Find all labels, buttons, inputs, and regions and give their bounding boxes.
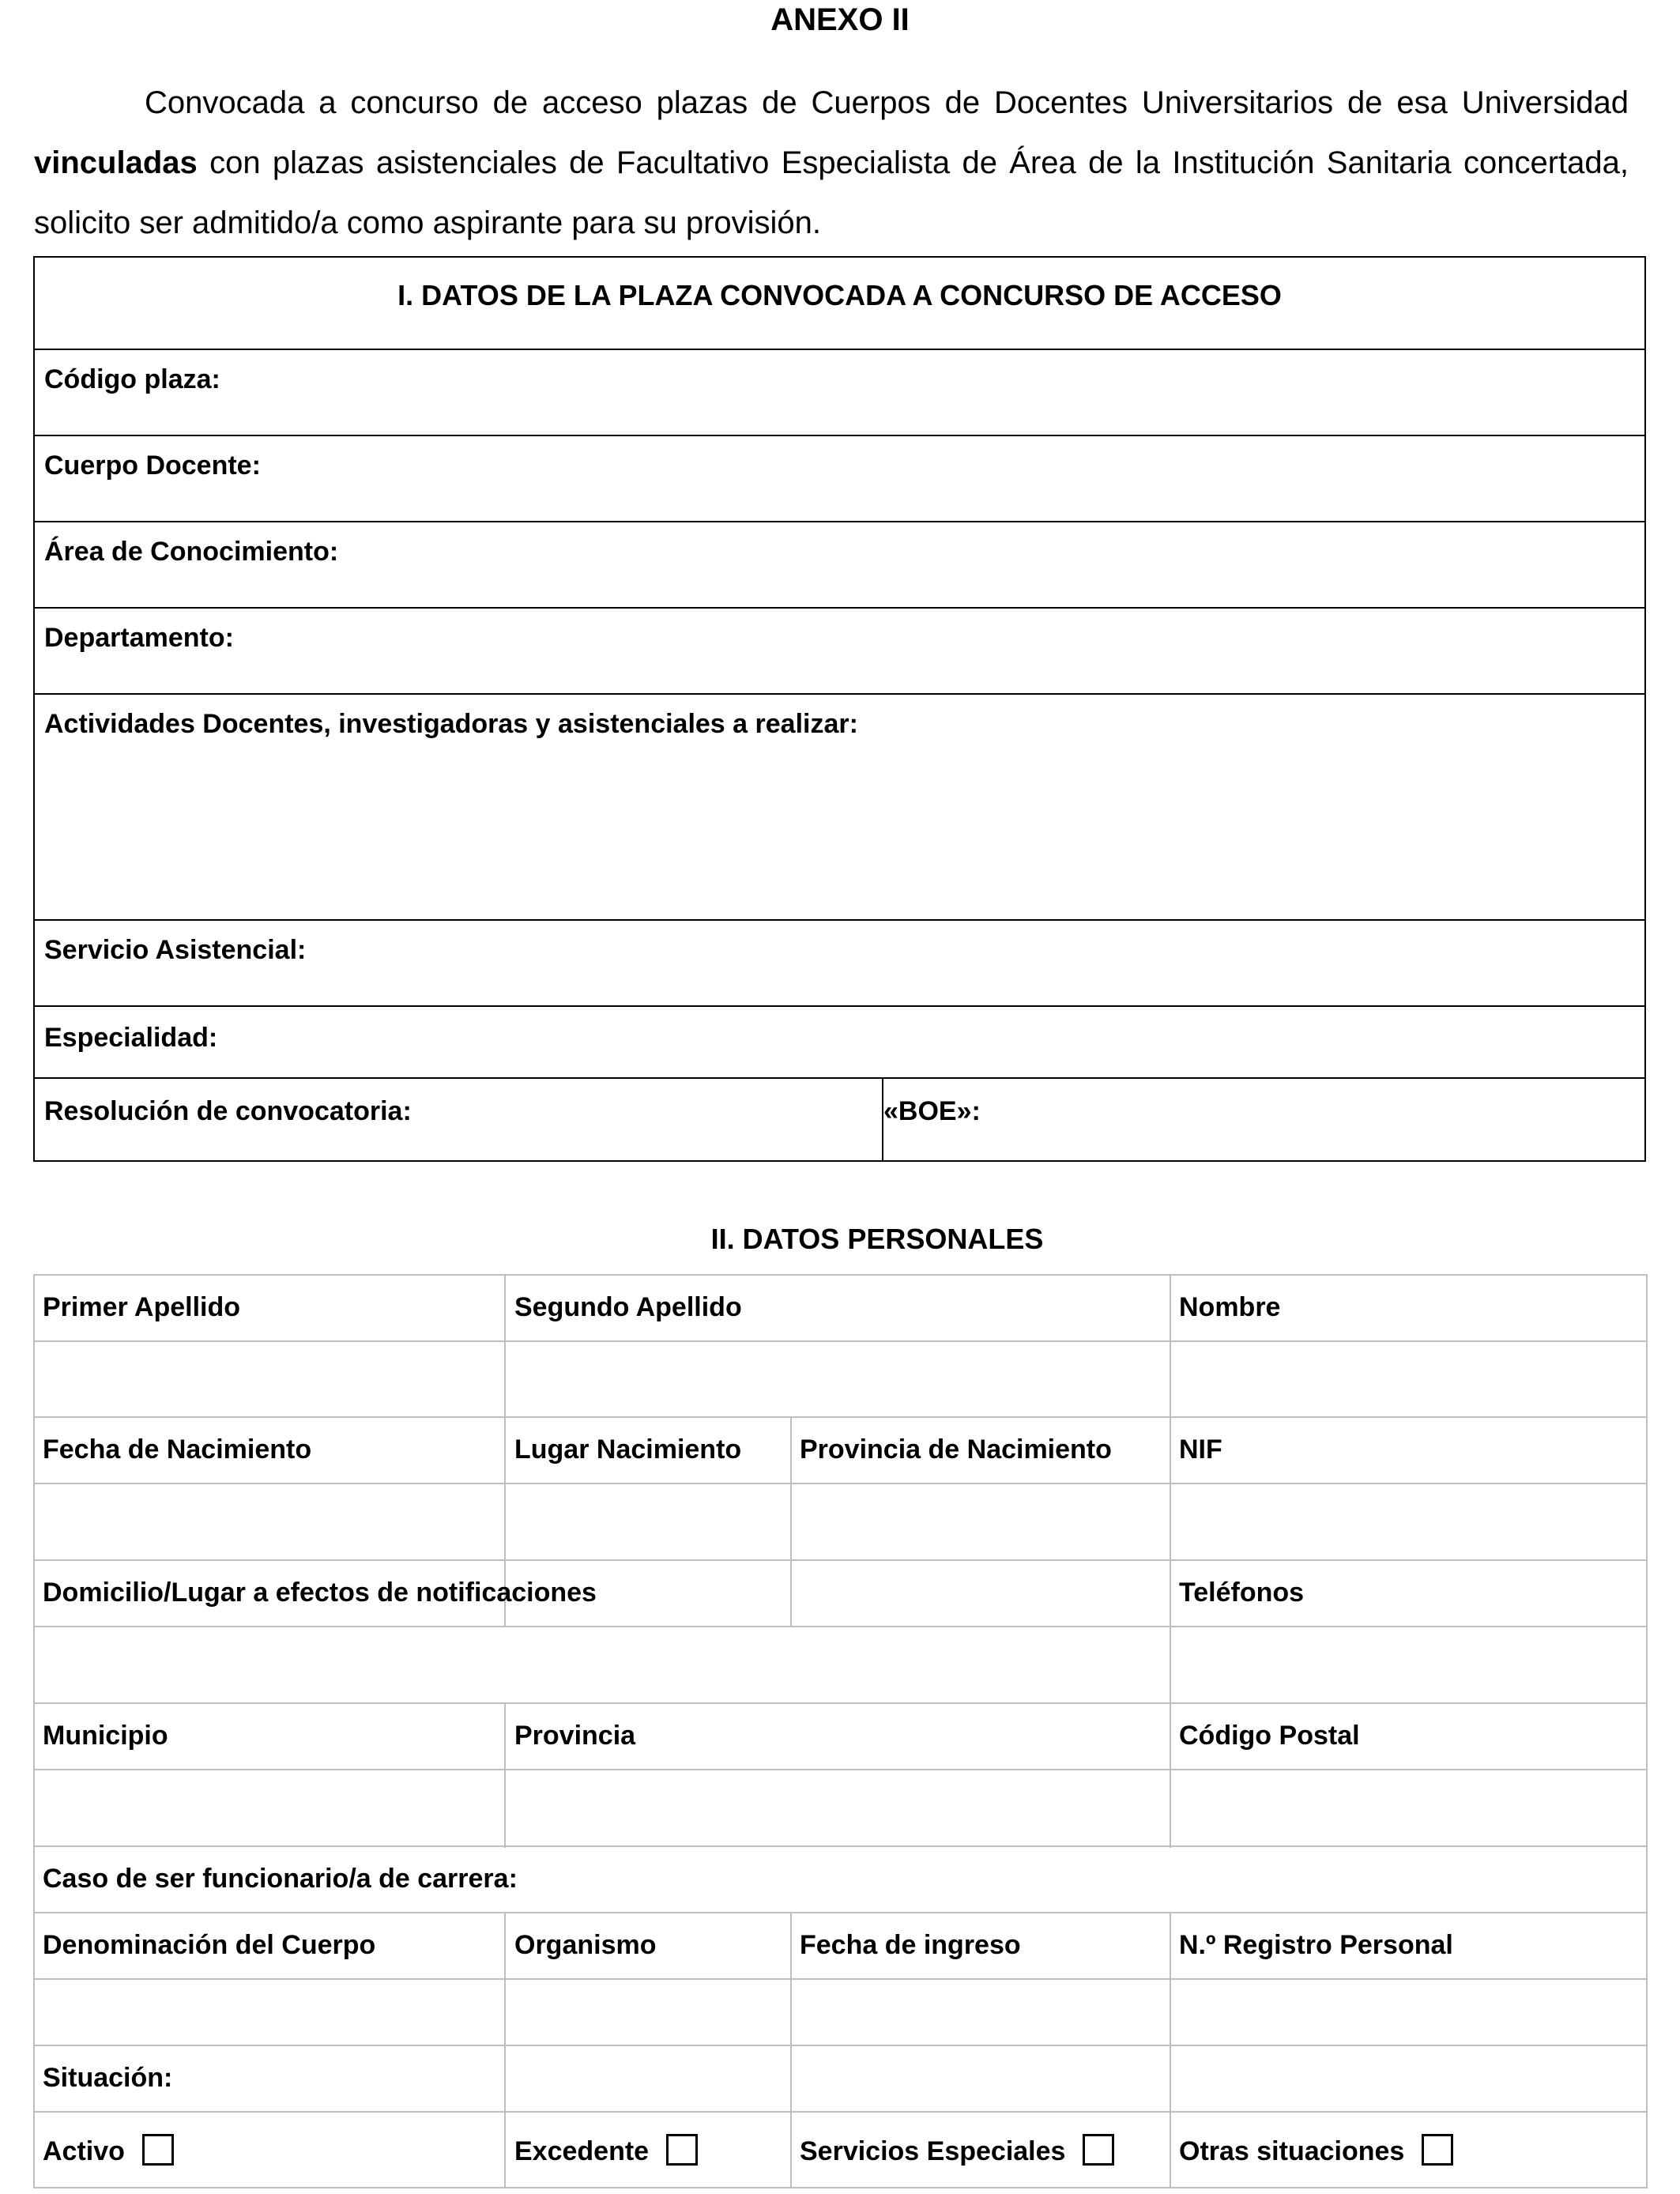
intro-text-part2: con plazas asistenciales de Facultativo Especialista de Área de la Institución Sanitaria concertada, solicito ser admitido/a como aspirante para su provisión. xyxy=(34,145,1629,240)
checkbox-otras-situaciones[interactable] xyxy=(1422,2134,1453,2166)
input-codigo-postal[interactable] xyxy=(1171,1770,1646,1845)
label-lugar-nacimiento: Lugar Nacimiento xyxy=(514,1434,742,1465)
label-resolucion: Resolución de convocatoria: xyxy=(44,1096,412,1126)
option-servicios-especiales xyxy=(800,2136,1114,2169)
annex-title: ANEXO II xyxy=(770,2,910,37)
label-denominacion-cuerpo: Denominación del Cuerpo xyxy=(43,1930,376,1960)
input-provincia-nacimiento[interactable] xyxy=(792,1484,1170,1559)
section2-heading: II. DATOS PERSONALES xyxy=(710,1223,1044,1255)
label-registro-personal: N.º Registro Personal xyxy=(1179,1930,1453,1960)
label-boe: «BOE»: xyxy=(883,1096,981,1126)
label-codigo-postal: Código Postal xyxy=(1179,1721,1360,1751)
label-otras-situaciones: Otras situaciones xyxy=(1179,2136,1405,2166)
section-plaza-box xyxy=(33,256,1646,1162)
label-departamento: Departamento: xyxy=(44,623,234,653)
checkbox-activo[interactable] xyxy=(142,2134,174,2166)
field-cuerpo-docente[interactable] xyxy=(35,435,1644,521)
label-provincia-nacimiento: Provincia de Nacimiento xyxy=(800,1434,1112,1465)
grid-line xyxy=(33,1274,1648,1276)
label-situacion: Situación: xyxy=(43,2063,173,2093)
option-otras-situaciones xyxy=(1179,2136,1453,2169)
grid-line xyxy=(33,1845,1648,1847)
grid-line xyxy=(33,1702,1648,1704)
input-organismo[interactable] xyxy=(506,1980,790,2045)
intro-text-part1: Convocada a concurso de acceso plazas de Cuerpos de Docentes Universitarios de esa Universidad xyxy=(145,85,1629,120)
label-nif: NIF xyxy=(1179,1434,1222,1465)
option-excedente xyxy=(514,2136,698,2169)
label-fecha-nacimiento: Fecha de Nacimiento xyxy=(43,1434,312,1465)
input-fecha-ingreso[interactable] xyxy=(792,1980,1170,2045)
label-area-conocimiento: Área de Conocimiento: xyxy=(44,537,339,567)
grid-line xyxy=(504,1274,506,1626)
checkbox-excedente[interactable] xyxy=(666,2134,698,2166)
label-telefonos: Teléfonos xyxy=(1179,1578,1305,1608)
input-fecha-nacimiento[interactable] xyxy=(35,1484,504,1559)
grid-line xyxy=(33,1912,1648,1913)
input-municipio[interactable] xyxy=(35,1770,504,1845)
label-domicilio: Domicilio/Lugar a efectos de notificaciones xyxy=(43,1578,597,1608)
field-departamento[interactable] xyxy=(35,607,1644,693)
intro-text-bold: vinculadas xyxy=(34,145,198,180)
input-telefonos[interactable] xyxy=(1171,1627,1646,1702)
personal-data-table xyxy=(33,1274,1648,2189)
label-fecha-ingreso: Fecha de ingreso xyxy=(800,1930,1021,1960)
label-nombre: Nombre xyxy=(1179,1292,1281,1322)
label-municipio: Municipio xyxy=(43,1721,168,1751)
input-provincia[interactable] xyxy=(506,1770,1170,1845)
input-nombre[interactable] xyxy=(1171,1342,1646,1416)
grid-line xyxy=(1646,1274,1648,2188)
row-resolucion-boe xyxy=(35,1077,1644,1162)
label-primer-apellido: Primer Apellido xyxy=(43,1292,241,1322)
label-codigo-plaza: Código plaza: xyxy=(44,364,220,394)
label-excedente: Excedente xyxy=(514,2136,650,2166)
grid-line xyxy=(33,2045,1648,2046)
field-especialidad[interactable] xyxy=(35,1005,1644,1077)
grid-line xyxy=(790,1912,792,2188)
intro-paragraph xyxy=(34,73,1629,253)
label-servicio-asistencial: Servicio Asistencial: xyxy=(44,935,307,965)
input-domicilio[interactable] xyxy=(35,1627,1170,1702)
field-codigo-plaza[interactable] xyxy=(35,349,1644,435)
label-caso-funcionario: Caso de ser funcionario/a de carrera: xyxy=(43,1864,518,1894)
field-area-conocimiento[interactable] xyxy=(35,521,1644,607)
input-nif[interactable] xyxy=(1171,1484,1646,1559)
input-registro-personal[interactable] xyxy=(1171,1980,1646,2045)
input-denominacion-cuerpo[interactable] xyxy=(35,1980,504,2045)
grid-line xyxy=(33,2111,1648,2113)
checkbox-servicios-especiales[interactable] xyxy=(1083,2134,1114,2166)
grid-line xyxy=(33,1559,1648,1561)
label-organismo: Organismo xyxy=(514,1930,657,1960)
label-especialidad: Especialidad: xyxy=(44,1023,218,1053)
grid-line xyxy=(1170,1912,1171,2188)
grid-line xyxy=(504,1912,506,2188)
input-segundo-apellido[interactable] xyxy=(506,1342,1170,1416)
input-lugar-nacimiento[interactable] xyxy=(506,1484,790,1559)
grid-line xyxy=(33,1416,1648,1418)
label-cuerpo-docente: Cuerpo Docente: xyxy=(44,450,261,481)
label-servicios-especiales: Servicios Especiales xyxy=(800,2136,1066,2166)
section1-heading: I. DATOS DE LA PLAZA CONVOCADA A CONCURSO DE ACCESO xyxy=(397,279,1282,311)
grid-line xyxy=(33,2187,1648,2188)
label-segundo-apellido: Segundo Apellido xyxy=(514,1292,742,1322)
label-provincia: Provincia xyxy=(514,1721,636,1751)
input-primer-apellido[interactable] xyxy=(35,1342,504,1416)
label-activo: Activo xyxy=(43,2136,125,2166)
label-actividades: Actividades Docentes, investigadoras y asistenciales a realizar: xyxy=(44,709,858,739)
field-actividades[interactable] xyxy=(35,693,1644,919)
option-activo xyxy=(43,2136,174,2169)
field-servicio-asistencial[interactable] xyxy=(35,919,1644,1005)
